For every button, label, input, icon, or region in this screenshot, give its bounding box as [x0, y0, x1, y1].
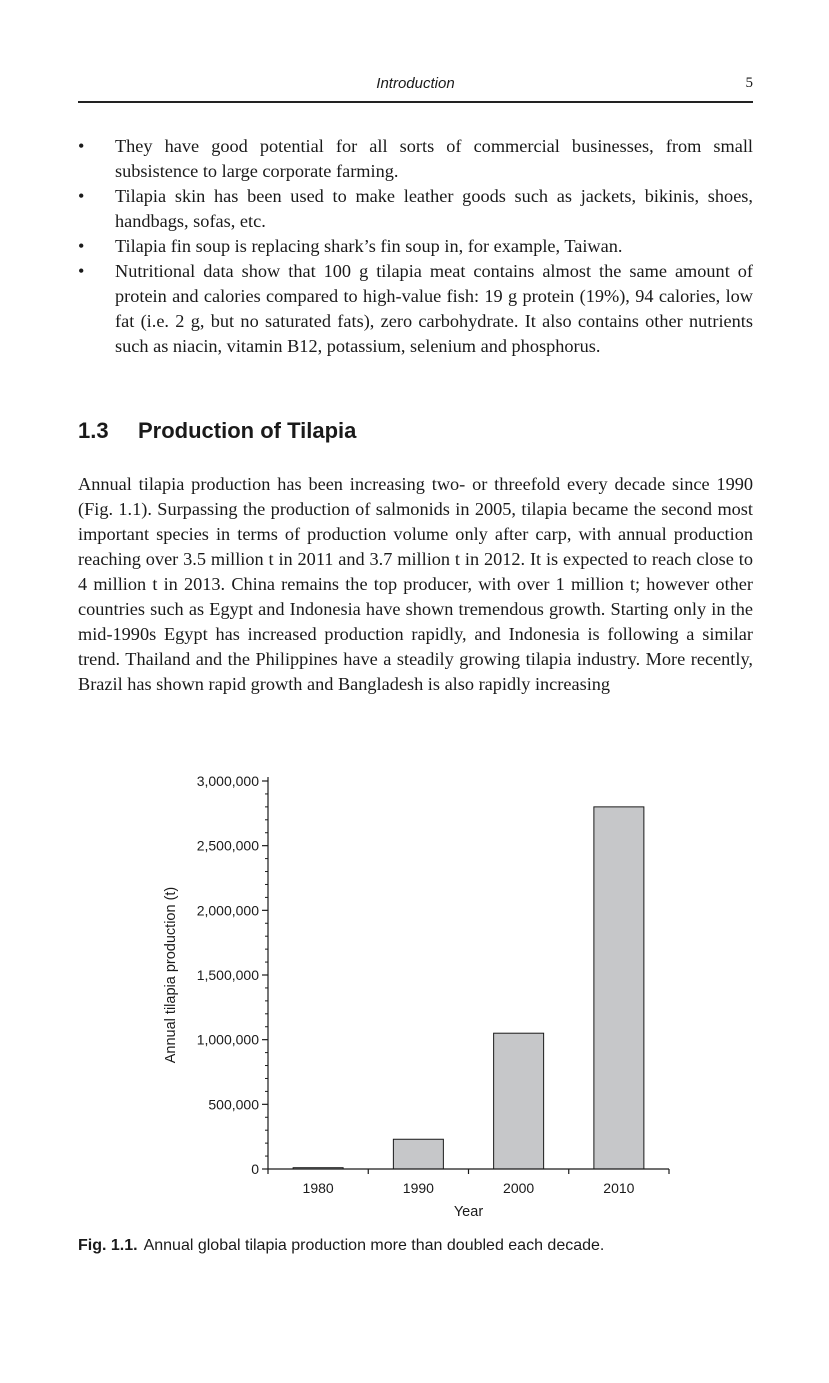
- y-tick-label: 0: [251, 1161, 259, 1177]
- y-axis-title: Annual tilapia production (t): [163, 886, 179, 1064]
- running-title: Introduction: [376, 75, 455, 92]
- page-number: 5: [745, 75, 753, 91]
- bullet-item: • They have good potential for all sorts of commercial businesses, from small subsistence to large corporate farming.: [78, 134, 753, 184]
- x-tick-label: 1980: [302, 1180, 334, 1196]
- bullet-item: • Tilapia skin has been used to make leather goods such as jackets, bikinis, shoes, handbags, sofas, etc.: [78, 184, 753, 234]
- section-heading: [78, 418, 356, 444]
- y-tick-label: 2,500,000: [196, 837, 259, 854]
- bar-chart: [150, 765, 690, 1225]
- y-tick-label: 1,000,000: [196, 1031, 259, 1048]
- y-tick-label: 2,000,000: [196, 902, 259, 919]
- section-title: Production of Tilapia: [138, 418, 357, 443]
- bullet-list: [78, 134, 753, 359]
- section-number: 1.3: [78, 418, 109, 443]
- y-tick-label: 500,000: [208, 1096, 259, 1113]
- x-tick-label: 2000: [503, 1180, 535, 1196]
- bar-2010: [594, 807, 644, 1169]
- header-rule: [78, 101, 753, 103]
- bar-2000: [494, 1033, 544, 1169]
- caption-label: Fig. 1.1.: [78, 1237, 138, 1254]
- y-tick-label: 1,500,000: [196, 967, 259, 983]
- bullet-item: • Tilapia fin soup is replacing shark’s fin soup in, for example, Taiwan.: [78, 234, 753, 259]
- bullet-item: • Nutritional data show that 100 g tilapia meat contains almost the same amount of protein and calories compared to high-value fish: 19 g protein (19%), 94 calories, low fat (i.e. 2 g, but no saturated fats), zero carbohydrate. It also contains other nutrients such as niacin, vitamin B12, potassium, selenium and phosphorus.: [78, 259, 753, 359]
- caption-text: Annual global tilapia production more than doubled each decade.: [143, 1237, 605, 1254]
- x-axis-title: Year: [453, 1204, 484, 1220]
- figure-1-1: [150, 765, 690, 1225]
- running-header: [78, 74, 753, 96]
- x-tick-label: 1990: [402, 1180, 434, 1196]
- body-paragraph: Annual tilapia production has been increasing two- or threefold every decade since 1990 (Fig. 1.1). Surpassing the production of salmonids in 2005, tilapia became the second most important species in terms of production volume only after carp, with annual production reaching over 3.5 million t in 2011 and 3.7 million t in 2012. It is expected to reach close to 4 million t in 2013. China remains the top producer, with over 1 million t; however other countries such as Egypt and Indonesia have shown tremendous growth. Starting only in the mid-1990s Egypt has increased production rapidly, and Indonesia is following a similar trend. Thailand and the Philippines have a steadily growing tilapia industry. More recently, Brazil has shown rapid growth and Bangladesh is also rapidly increasing: [78, 474, 753, 694]
- y-tick-label: 3,000,000: [196, 773, 259, 789]
- figure-caption: [78, 1237, 604, 1255]
- bar-1990: [393, 1139, 443, 1169]
- x-tick-label: 2010: [603, 1180, 635, 1196]
